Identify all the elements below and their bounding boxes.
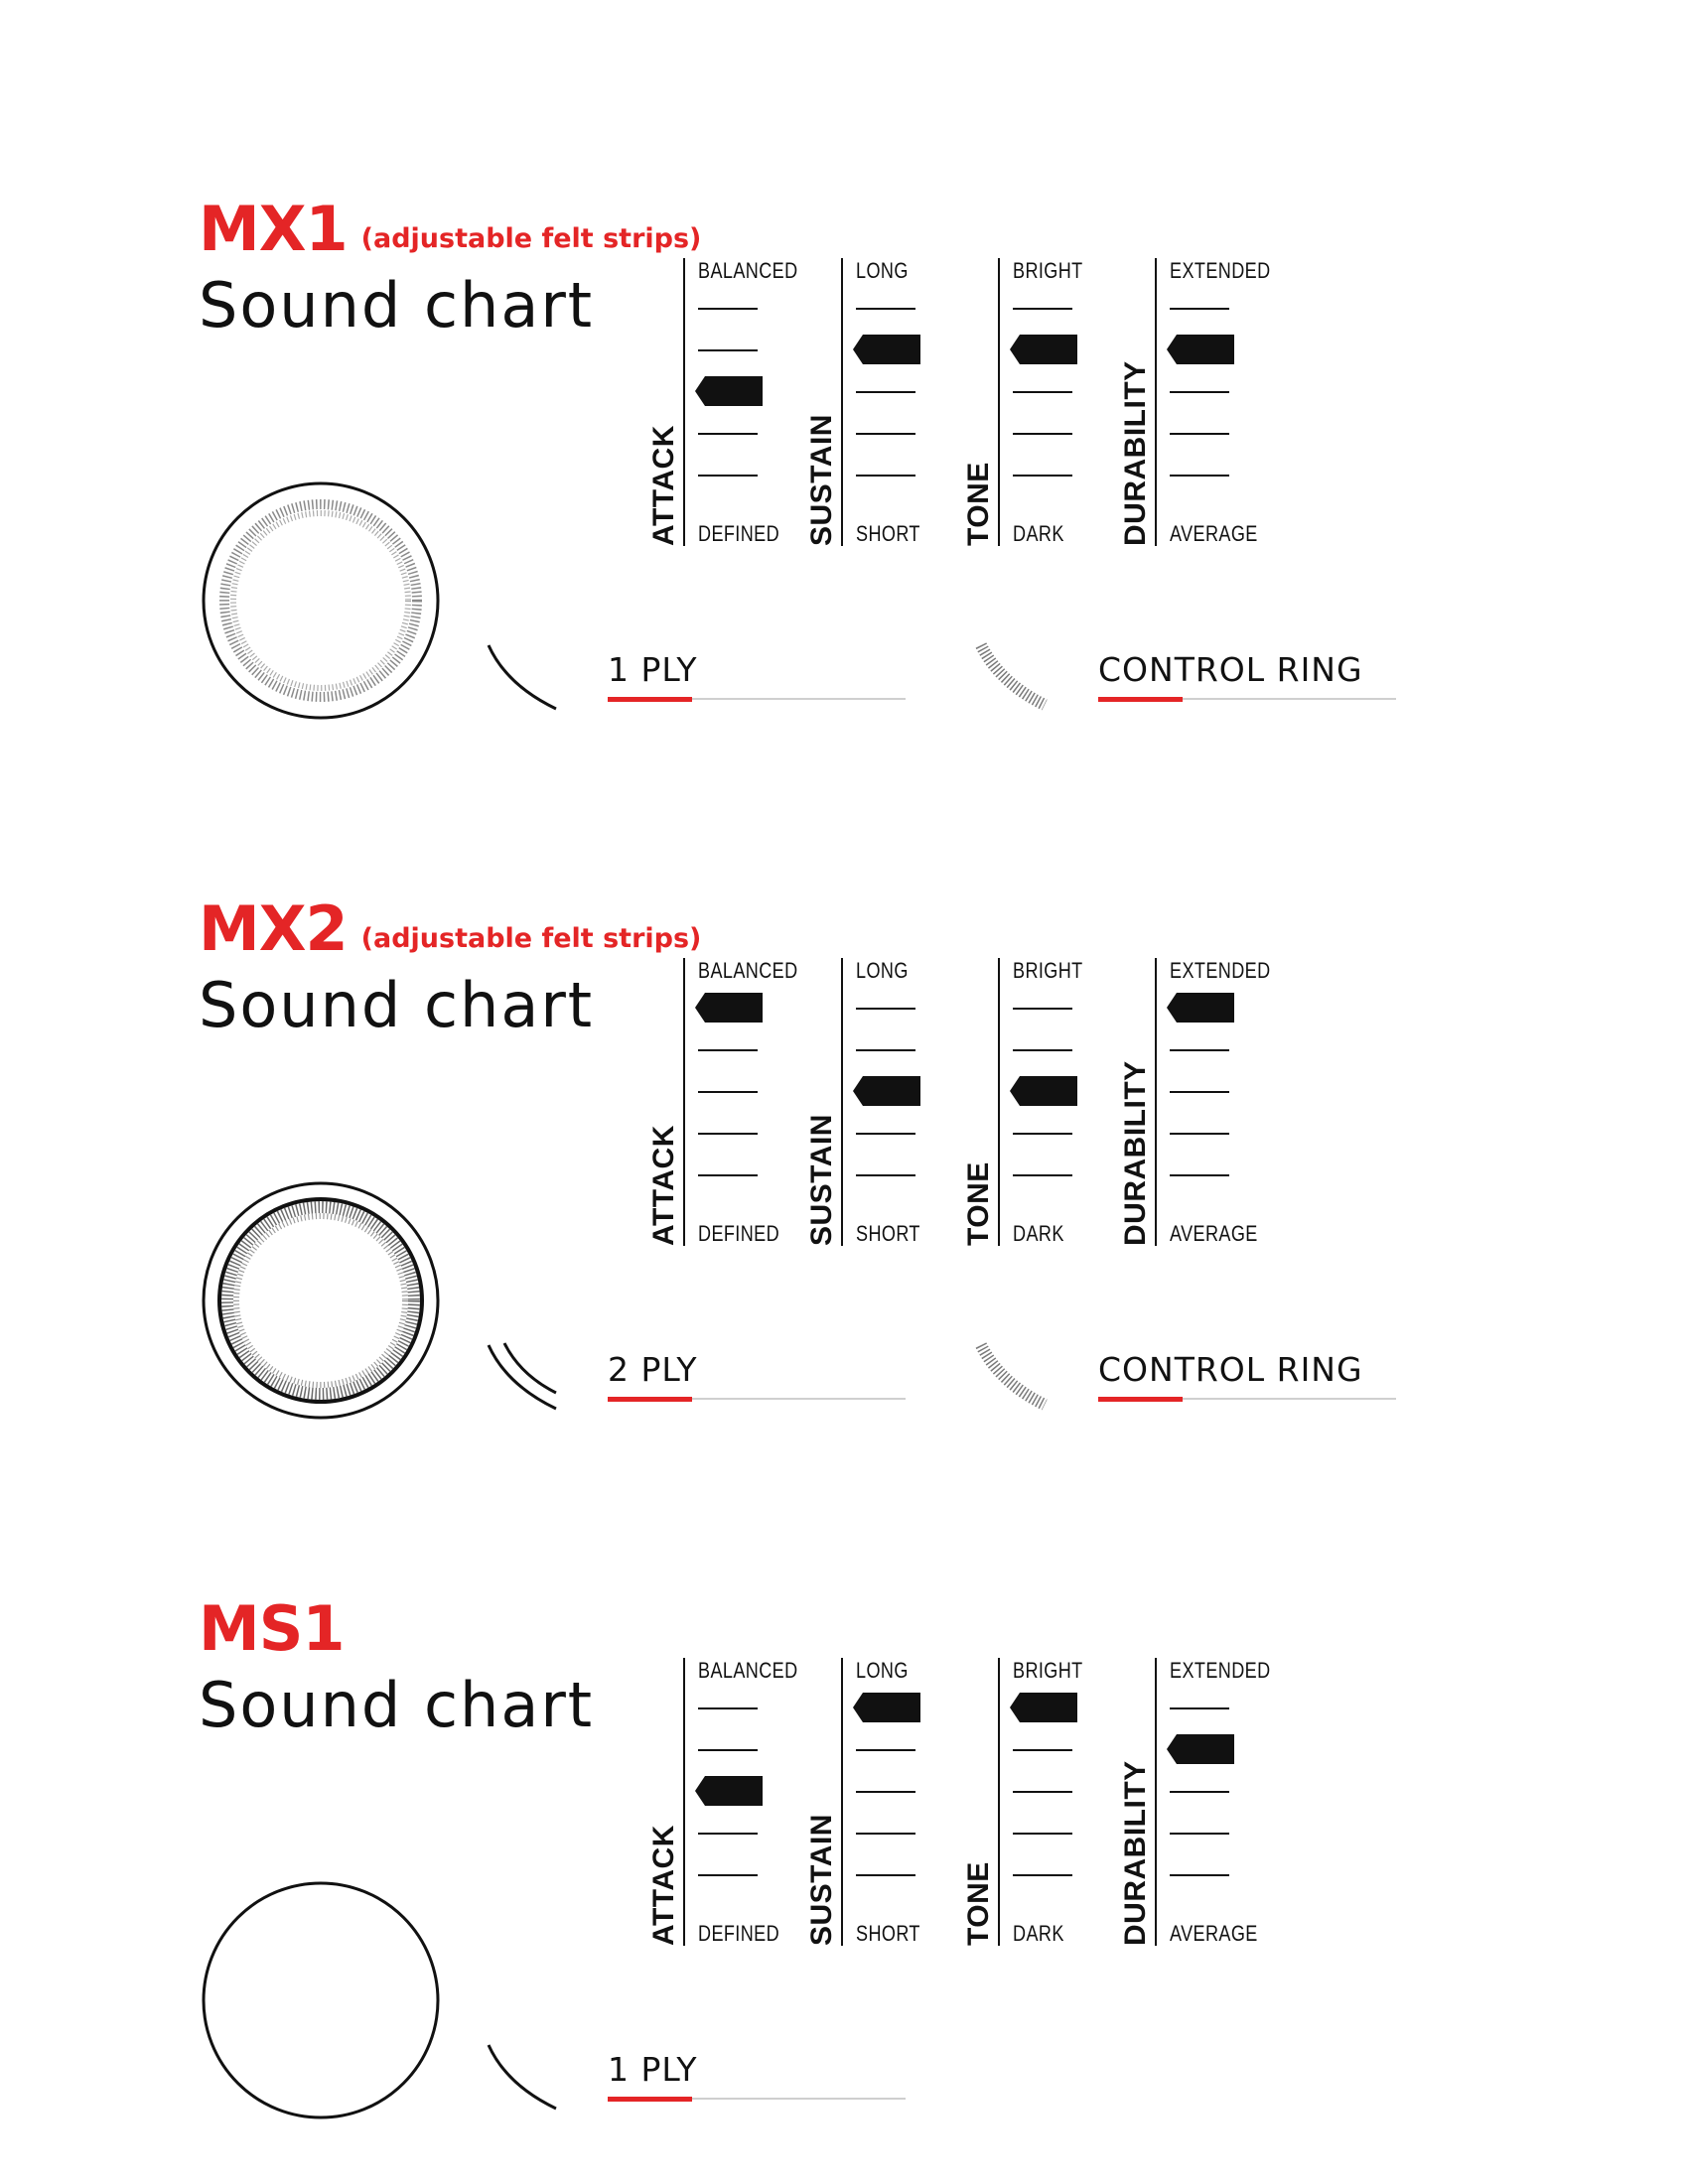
scale-tick — [856, 433, 915, 435]
layer-accent-bar — [608, 2097, 692, 2102]
scale-tick — [1013, 1833, 1072, 1835]
scale-tick — [1013, 475, 1072, 477]
scale-name: TONE — [962, 1161, 995, 1246]
scale-tick — [856, 1791, 915, 1793]
scale-bottom-label: DARK — [1013, 1221, 1064, 1246]
control-ring-arc-icon — [975, 635, 1055, 715]
scale-bottom-label: DARK — [1013, 521, 1064, 546]
scale-bottom-label: SHORT — [856, 1921, 920, 1946]
scale-tick — [698, 1707, 758, 1709]
layer-label: CONTROL RING — [1098, 650, 1363, 689]
scale-tick — [698, 1174, 758, 1176]
layer-label: 2 PLY — [608, 1350, 698, 1389]
scale-sustain — [805, 258, 980, 546]
scale-durability — [1119, 1658, 1294, 1946]
scale-tick — [1170, 1791, 1229, 1793]
scale-name: ATTACK — [647, 1125, 680, 1246]
scale-tick — [856, 391, 915, 393]
scale-tick — [1170, 1049, 1229, 1051]
scale-top-label: EXTENDED — [1170, 258, 1271, 283]
chart-title: Sound chart — [199, 1669, 595, 1741]
scale-tick — [698, 475, 758, 477]
scale-attack — [647, 1658, 822, 1946]
scale-name: ATTACK — [647, 1825, 680, 1946]
scale-durability — [1119, 258, 1294, 546]
level-marker-icon — [1010, 1693, 1079, 1722]
ply-arc-icon — [485, 635, 564, 715]
layer-accent-bar — [1098, 697, 1183, 702]
scale-axis-line — [998, 958, 1000, 1246]
scale-tone — [962, 258, 1137, 546]
scale-tick — [1013, 391, 1072, 393]
model-note: (adjustable felt strips) — [360, 222, 702, 254]
scale-tick — [856, 1833, 915, 1835]
scale-axis-line — [683, 958, 685, 1246]
scale-tick — [1013, 308, 1072, 310]
scale-tick — [1013, 1749, 1072, 1751]
scale-top-label: BALANCED — [698, 958, 798, 983]
scale-tick — [1013, 1008, 1072, 1010]
sound-chart-mx2 — [0, 804, 1688, 1420]
scale-tick — [856, 1174, 915, 1176]
scale-bottom-label: DEFINED — [698, 521, 780, 546]
scale-axis-line — [998, 1658, 1000, 1946]
scale-tone — [962, 1658, 1137, 1946]
scale-axis-line — [1155, 1658, 1157, 1946]
scale-tick — [856, 1049, 915, 1051]
ply-arc-icon — [485, 1335, 564, 1415]
scale-name: DURABILITY — [1119, 1060, 1152, 1246]
layer-label: 1 PLY — [608, 650, 698, 689]
scale-tick — [856, 1008, 915, 1010]
scale-tick — [856, 1133, 915, 1135]
scale-tick — [1013, 1049, 1072, 1051]
scale-tick — [698, 1049, 758, 1051]
ply-arc-icon — [485, 2035, 564, 2115]
layer-accent-bar — [1098, 1397, 1183, 1402]
level-marker-icon — [695, 1776, 765, 1806]
scale-axis-line — [841, 1658, 843, 1946]
sound-chart-ms1 — [0, 1504, 1688, 2119]
scale-tick — [1170, 308, 1229, 310]
scale-top-label: LONG — [856, 958, 909, 983]
model-note: (adjustable felt strips) — [360, 922, 702, 954]
scale-tick — [1013, 1874, 1072, 1876]
scale-tick — [698, 308, 758, 310]
scale-tick — [856, 475, 915, 477]
scale-tick — [698, 1133, 758, 1135]
scale-attack — [647, 958, 822, 1246]
scale-tick — [1170, 391, 1229, 393]
felt-disc-icon — [197, 477, 445, 725]
scale-tone — [962, 958, 1137, 1246]
scale-tick — [1170, 1091, 1229, 1093]
scale-top-label: EXTENDED — [1170, 1658, 1271, 1683]
scale-axis-line — [841, 958, 843, 1246]
scale-top-label: BRIGHT — [1013, 1658, 1083, 1683]
scale-name: TONE — [962, 1861, 995, 1946]
scale-bottom-label: DEFINED — [698, 1921, 780, 1946]
scale-name: TONE — [962, 462, 995, 546]
layer-accent-bar — [608, 1397, 692, 1402]
scale-name: SUSTAIN — [805, 1814, 838, 1946]
level-marker-icon — [853, 1693, 922, 1722]
scale-tick — [698, 433, 758, 435]
layer-label: 1 PLY — [608, 2050, 698, 2089]
model-name: MX1 (adjustable felt strips) — [199, 193, 702, 265]
scale-bottom-label: DARK — [1013, 1921, 1064, 1946]
chart-title: Sound chart — [199, 969, 595, 1041]
scale-sustain — [805, 1658, 980, 1946]
scale-name: ATTACK — [647, 425, 680, 546]
scale-tick — [698, 1833, 758, 1835]
scale-name: SUSTAIN — [805, 414, 838, 546]
level-marker-icon — [695, 376, 765, 406]
scale-bottom-label: DEFINED — [698, 1221, 780, 1246]
scale-top-label: LONG — [856, 258, 909, 283]
scale-name: SUSTAIN — [805, 1114, 838, 1246]
scale-axis-line — [1155, 258, 1157, 546]
level-marker-icon — [1167, 1734, 1236, 1764]
scale-tick — [1170, 433, 1229, 435]
control-ring-arc-icon — [975, 1335, 1055, 1415]
scale-tick — [1170, 475, 1229, 477]
scale-tick — [1170, 1833, 1229, 1835]
scale-tick — [698, 1749, 758, 1751]
scale-bottom-label: AVERAGE — [1170, 1221, 1258, 1246]
scale-tick — [1170, 1174, 1229, 1176]
layer-label: CONTROL RING — [1098, 1350, 1363, 1389]
scale-tick — [1013, 1133, 1072, 1135]
level-marker-icon — [1167, 993, 1236, 1023]
felt-disc-icon — [197, 1176, 445, 1425]
scale-top-label: BALANCED — [698, 258, 798, 283]
scale-axis-line — [683, 258, 685, 546]
scale-top-label: BRIGHT — [1013, 258, 1083, 283]
scale-top-label: LONG — [856, 1658, 909, 1683]
scale-sustain — [805, 958, 980, 1246]
model-name: MX2 (adjustable felt strips) — [199, 892, 702, 965]
scale-tick — [1013, 1791, 1072, 1793]
scale-top-label: BRIGHT — [1013, 958, 1083, 983]
scale-bottom-label: SHORT — [856, 1221, 920, 1246]
scale-tick — [856, 308, 915, 310]
scale-name: DURABILITY — [1119, 360, 1152, 546]
scale-bottom-label: AVERAGE — [1170, 1921, 1258, 1946]
level-marker-icon — [853, 1076, 922, 1106]
scale-tick — [1170, 1707, 1229, 1709]
scale-axis-line — [841, 258, 843, 546]
scale-bottom-label: SHORT — [856, 521, 920, 546]
scale-tick — [1013, 1174, 1072, 1176]
scale-top-label: EXTENDED — [1170, 958, 1271, 983]
scale-axis-line — [1155, 958, 1157, 1246]
level-marker-icon — [853, 335, 922, 364]
level-marker-icon — [695, 993, 765, 1023]
scale-tick — [1170, 1874, 1229, 1876]
scale-name: DURABILITY — [1119, 1760, 1152, 1946]
scale-tick — [856, 1874, 915, 1876]
level-marker-icon — [1167, 335, 1236, 364]
scale-axis-line — [998, 258, 1000, 546]
scale-durability — [1119, 958, 1294, 1246]
felt-disc-icon — [197, 1876, 445, 2124]
level-marker-icon — [1010, 1076, 1079, 1106]
scale-attack — [647, 258, 822, 546]
sound-chart-mx1 — [0, 104, 1688, 720]
level-marker-icon — [1010, 335, 1079, 364]
chart-title: Sound chart — [199, 269, 595, 341]
scale-axis-line — [683, 1658, 685, 1946]
scale-tick — [698, 1091, 758, 1093]
model-name: MS1 — [199, 1592, 345, 1665]
scale-tick — [698, 1874, 758, 1876]
scale-bottom-label: AVERAGE — [1170, 521, 1258, 546]
scale-top-label: BALANCED — [698, 1658, 798, 1683]
layer-accent-bar — [608, 697, 692, 702]
scale-tick — [1170, 1133, 1229, 1135]
scale-tick — [1013, 433, 1072, 435]
scale-tick — [698, 349, 758, 351]
scale-tick — [856, 1749, 915, 1751]
